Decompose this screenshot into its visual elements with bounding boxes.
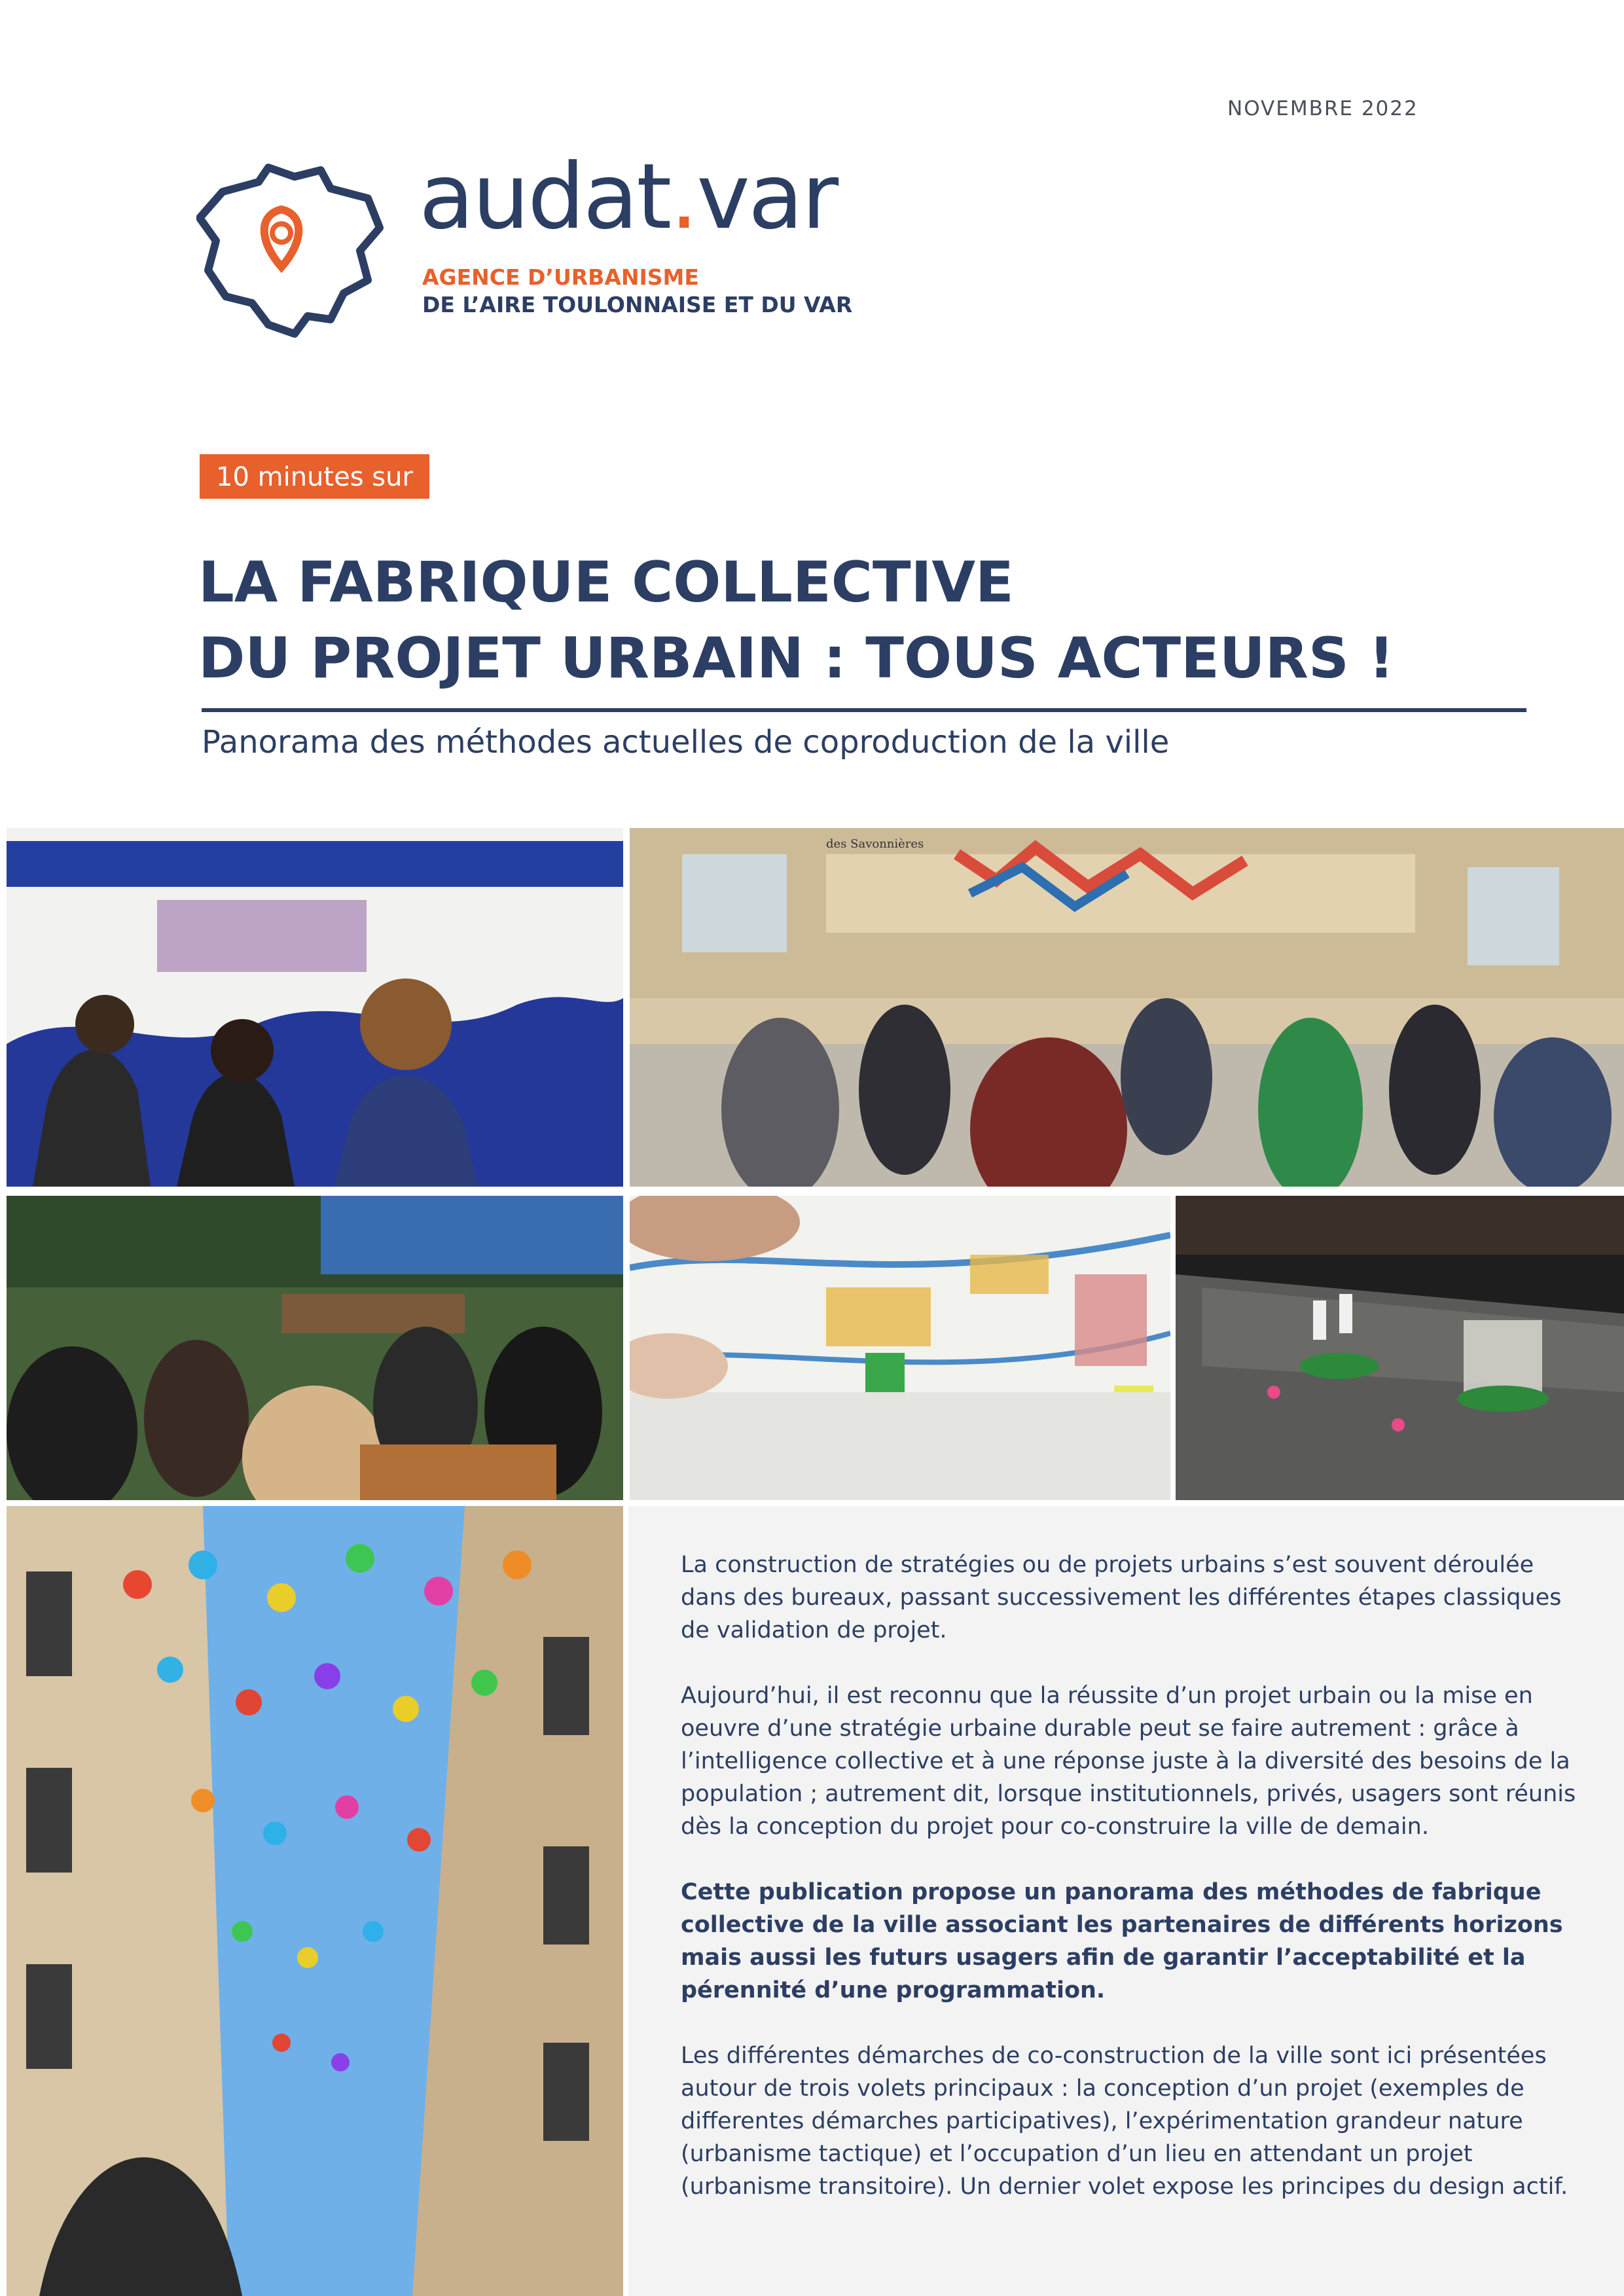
intro-paragraph-4: Les différentes démarches de co-construction de la ville sont ici présentées autour de trois volets principaux : la conception d’un projet (exemples de differentes démarches participatives), l’expérimentation grandeur nature (urbanisme tactique) et l’occupation d’un lieu en attendant un projet (urbanisme transitoire). Un dernier volet expose les principes du design actif. bbox=[681, 2043, 1568, 2200]
intro-paragraph-2: Aujourd’hui, il est reconnu que la réussite d’un projet urbain ou la mise en oeuvre d’une stratégie urbaine durable peut se faire autrement : grâce à l’intelligence collective et à une réponse juste à la diversité des besoins de la population ; autrement dit, lorsque institutionnels, privés, usagers sont réunis dès la conception du projet pour co-construire la ville de demain. bbox=[681, 1683, 1576, 1840]
title-divider bbox=[202, 708, 1526, 712]
logo-subtitle-line2: DE L’AIRE TOULONNAISE ET DU VAR bbox=[422, 292, 853, 317]
mural-street-sign: des Savonnières bbox=[826, 837, 924, 851]
logo-wordmark: audat.var bbox=[419, 144, 837, 249]
photo-group-visit bbox=[630, 828, 1624, 1187]
page-subtitle: Panorama des méthodes actuelles de coproduction de la ville bbox=[202, 724, 1170, 761]
intro-paragraph-3: Cette publication propose un panorama des méthodes de fabrique collective de la ville associant les partenaires de différents horizons mais aussi les futurs usagers afin de garantir l’acceptabilité et la pérennité d’une programmation. bbox=[681, 1879, 1563, 2003]
title-line-2: DU PROJET URBAIN : TOUS ACTEURS ! bbox=[198, 626, 1394, 691]
photo-street-model bbox=[1176, 1196, 1624, 1500]
photo-cafe-meeting bbox=[7, 1196, 623, 1500]
publication-date: NOVEMBRE 2022 bbox=[1227, 97, 1418, 120]
logo-subtitle-line1: AGENCE D’URBANISME bbox=[422, 264, 699, 290]
intro-paragraph-1: La construction de stratégies ou de projets urbains s’est souvent déroulée dans des bureaux, passant successivement les différentes étapes classiques de validation de projet. bbox=[681, 1552, 1562, 1643]
photo-map-workshop bbox=[630, 1196, 1170, 1500]
audat-logo-icon bbox=[196, 162, 386, 339]
photo-colorful-street-installation bbox=[7, 1506, 623, 2296]
intro-body bbox=[681, 1549, 1584, 2236]
photo-mural-painting bbox=[7, 828, 623, 1187]
page-title bbox=[198, 545, 1394, 696]
title-line-1: LA FABRIQUE COLLECTIVE bbox=[198, 550, 1014, 615]
kicker-badge: 10 minutes sur bbox=[200, 454, 429, 499]
